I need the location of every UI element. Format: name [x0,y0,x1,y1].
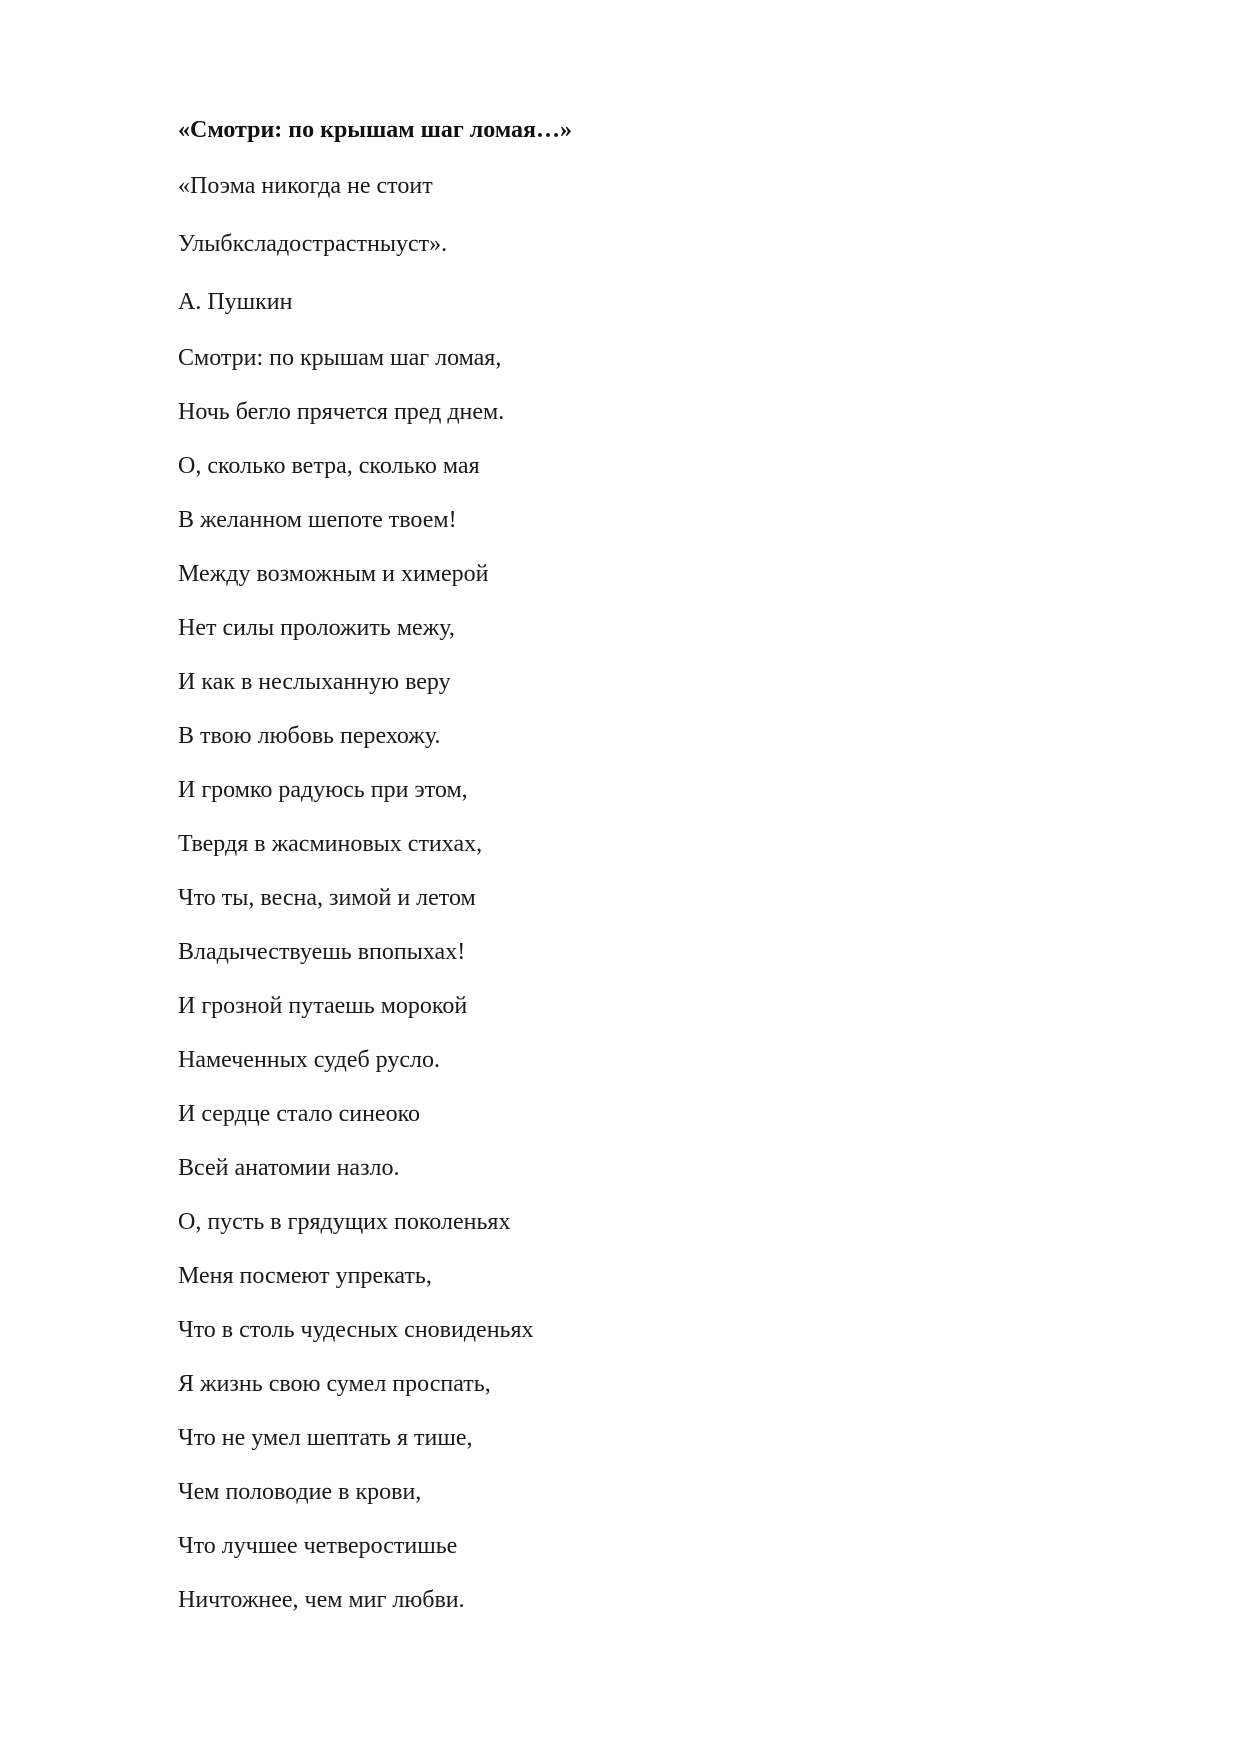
poem-line: Между возможным и химерой [178,561,489,587]
poem-line: Что лучшее четверостишье [178,1533,458,1559]
poem-line: Что в столь чудесных сновиденьях [178,1317,534,1343]
poem-line: И грозной путаешь морокой [178,993,468,1019]
poem-line: Твердя в жасминовых стихах, [178,831,483,857]
epigraph-author: А. Пушкин [178,289,293,315]
poem-line: Что не умел шептать я тише, [178,1425,473,1451]
poem-title: «Смотри: по крышам шаг ломая…» [178,117,572,143]
poem-line: Ночь бегло прячется пред днем. [178,399,505,425]
poem-line: Всей анатомии назло. [178,1155,400,1181]
poem-line: Смотри: по крышам шаг ломая, [178,345,502,371]
poem-line: Я жизнь свою сумел проспать, [178,1371,491,1397]
poem-line: Намеченных судеб русло. [178,1047,440,1073]
poem-line: О, сколько ветра, сколько мая [178,453,480,479]
poem-line: В твою любовь перехожу. [178,723,441,749]
poem-line: Меня посмеют упрекать, [178,1263,432,1289]
poem-line: И громко радуюсь при этом, [178,777,468,803]
poem-line: В желанном шепоте твоем! [178,507,457,533]
poem-line: И как в неслыханную веру [178,669,451,695]
epigraph-line: «Поэма никогда не стоит [178,173,433,199]
poem-line: Владычествуешь впопыхах! [178,939,466,965]
poem-line: Что ты, весна, зимой и летом [178,885,476,911]
poem-line: И сердце стало синеоко [178,1101,421,1127]
poem-line: Нет силы проложить межу, [178,615,455,641]
epigraph-line: Улыбксладострастныуст». [178,231,448,257]
poem-line: О, пусть в грядущих поколеньях [178,1209,511,1235]
poem-line: Чем половодие в крови, [178,1479,422,1505]
poem-line: Ничтожнее, чем миг любви. [178,1587,465,1613]
